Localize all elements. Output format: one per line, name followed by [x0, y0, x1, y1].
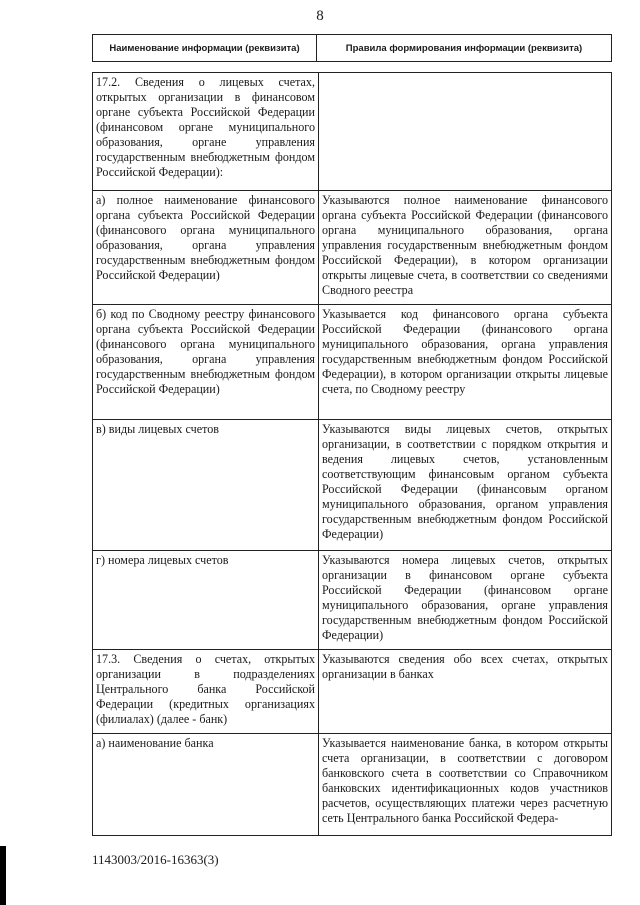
- requisites-table: [92, 72, 612, 836]
- row-rules-cell: Указываются полное наименование финансового органа субъекта Российской Федерации (финансового органа муниципального образования, органа управления государственным внебюджетным фондом Российской Федерации), в котором организации открыты лицевые счета, в соответствии со сведениями Сводного реестра: [319, 191, 612, 305]
- table-row: [93, 305, 612, 420]
- row-name-cell: а) полное наименование финансового органа субъекта Российской Федерации (финансового органа муниципального образования, органа управления государственным внебюджетным фондом Российской Федерации): [93, 191, 319, 305]
- table-row: [93, 734, 612, 836]
- document-code: 1143003/2016-16363(3): [92, 852, 219, 867]
- table-row: [93, 420, 612, 551]
- scan-edge-mark: [0, 846, 6, 905]
- page-number: 8: [316, 8, 324, 24]
- row-name-cell: 17.3. Сведения о счетах, открытых организации в подразделениях Центрального банка Российской Федерации (кредитных организациях (филиалах) (далее - банк): [93, 650, 319, 734]
- table-row: [93, 191, 612, 305]
- row-rules-cell: Указываются виды лицевых счетов, открытых организации, в соответствии с порядком открытия и ведения лицевых счетов, установленным соответствующим финансовым органом субъекта Российской Федерации (финансовым органом муниципального образования, органом управления государственным внебюджетным фондом Российской Федерации): [319, 420, 612, 551]
- row-rules-cell: Указывается наименование банка, в котором открыты счета организации, в соответствии с договором банковского счета в соответствии со Справочником банковских идентификационных кодов участников расчетов, осуществляющих платежи через расчетную сеть Центрального банка Российской Федера-: [319, 734, 612, 836]
- header-col-name: Наименование информации (реквизита): [93, 35, 317, 62]
- row-name-cell: в) виды лицевых счетов: [93, 420, 319, 551]
- row-name-cell: г) номера лицевых счетов: [93, 551, 319, 650]
- row-name-cell: 17.2. Сведения о лицевых счетах, открытых организации в финансовом органе субъекта Российской Федерации (финансовом органе муниципального образования, органе управления государственным внебюджетным фондом Российской Федерации):: [93, 73, 319, 191]
- table-row: [93, 73, 612, 191]
- row-rules-cell: Указывается код финансового органа субъекта Российской Федерации (финансового органа муниципального образования, органа управления государственным внебюджетным фондом Российской Федерации), в котором организации открыты лицевые счета, по Сводному реестру: [319, 305, 612, 420]
- header-col-rules: Правила формирования информации (реквизита): [317, 35, 612, 62]
- row-rules-cell: [319, 73, 612, 191]
- table-row: [93, 551, 612, 650]
- row-name-cell: а) наименование банка: [93, 734, 319, 836]
- table-row: [93, 650, 612, 734]
- table-header: [92, 34, 612, 62]
- row-rules-cell: Указываются сведения обо всех счетах, открытых организации в банках: [319, 650, 612, 734]
- row-name-cell: б) код по Сводному реестру финансового органа субъекта Российской Федерации (финансового органа муниципального образования, органа управления государственным внебюджетным фондом Российской Федерации): [93, 305, 319, 420]
- row-rules-cell: Указываются номера лицевых счетов, открытых организации в финансовом органе субъекта Российской Федерации (финансовом органе муниципального образования, органе управления государственным внебюджетным фондом Российской Федерации): [319, 551, 612, 650]
